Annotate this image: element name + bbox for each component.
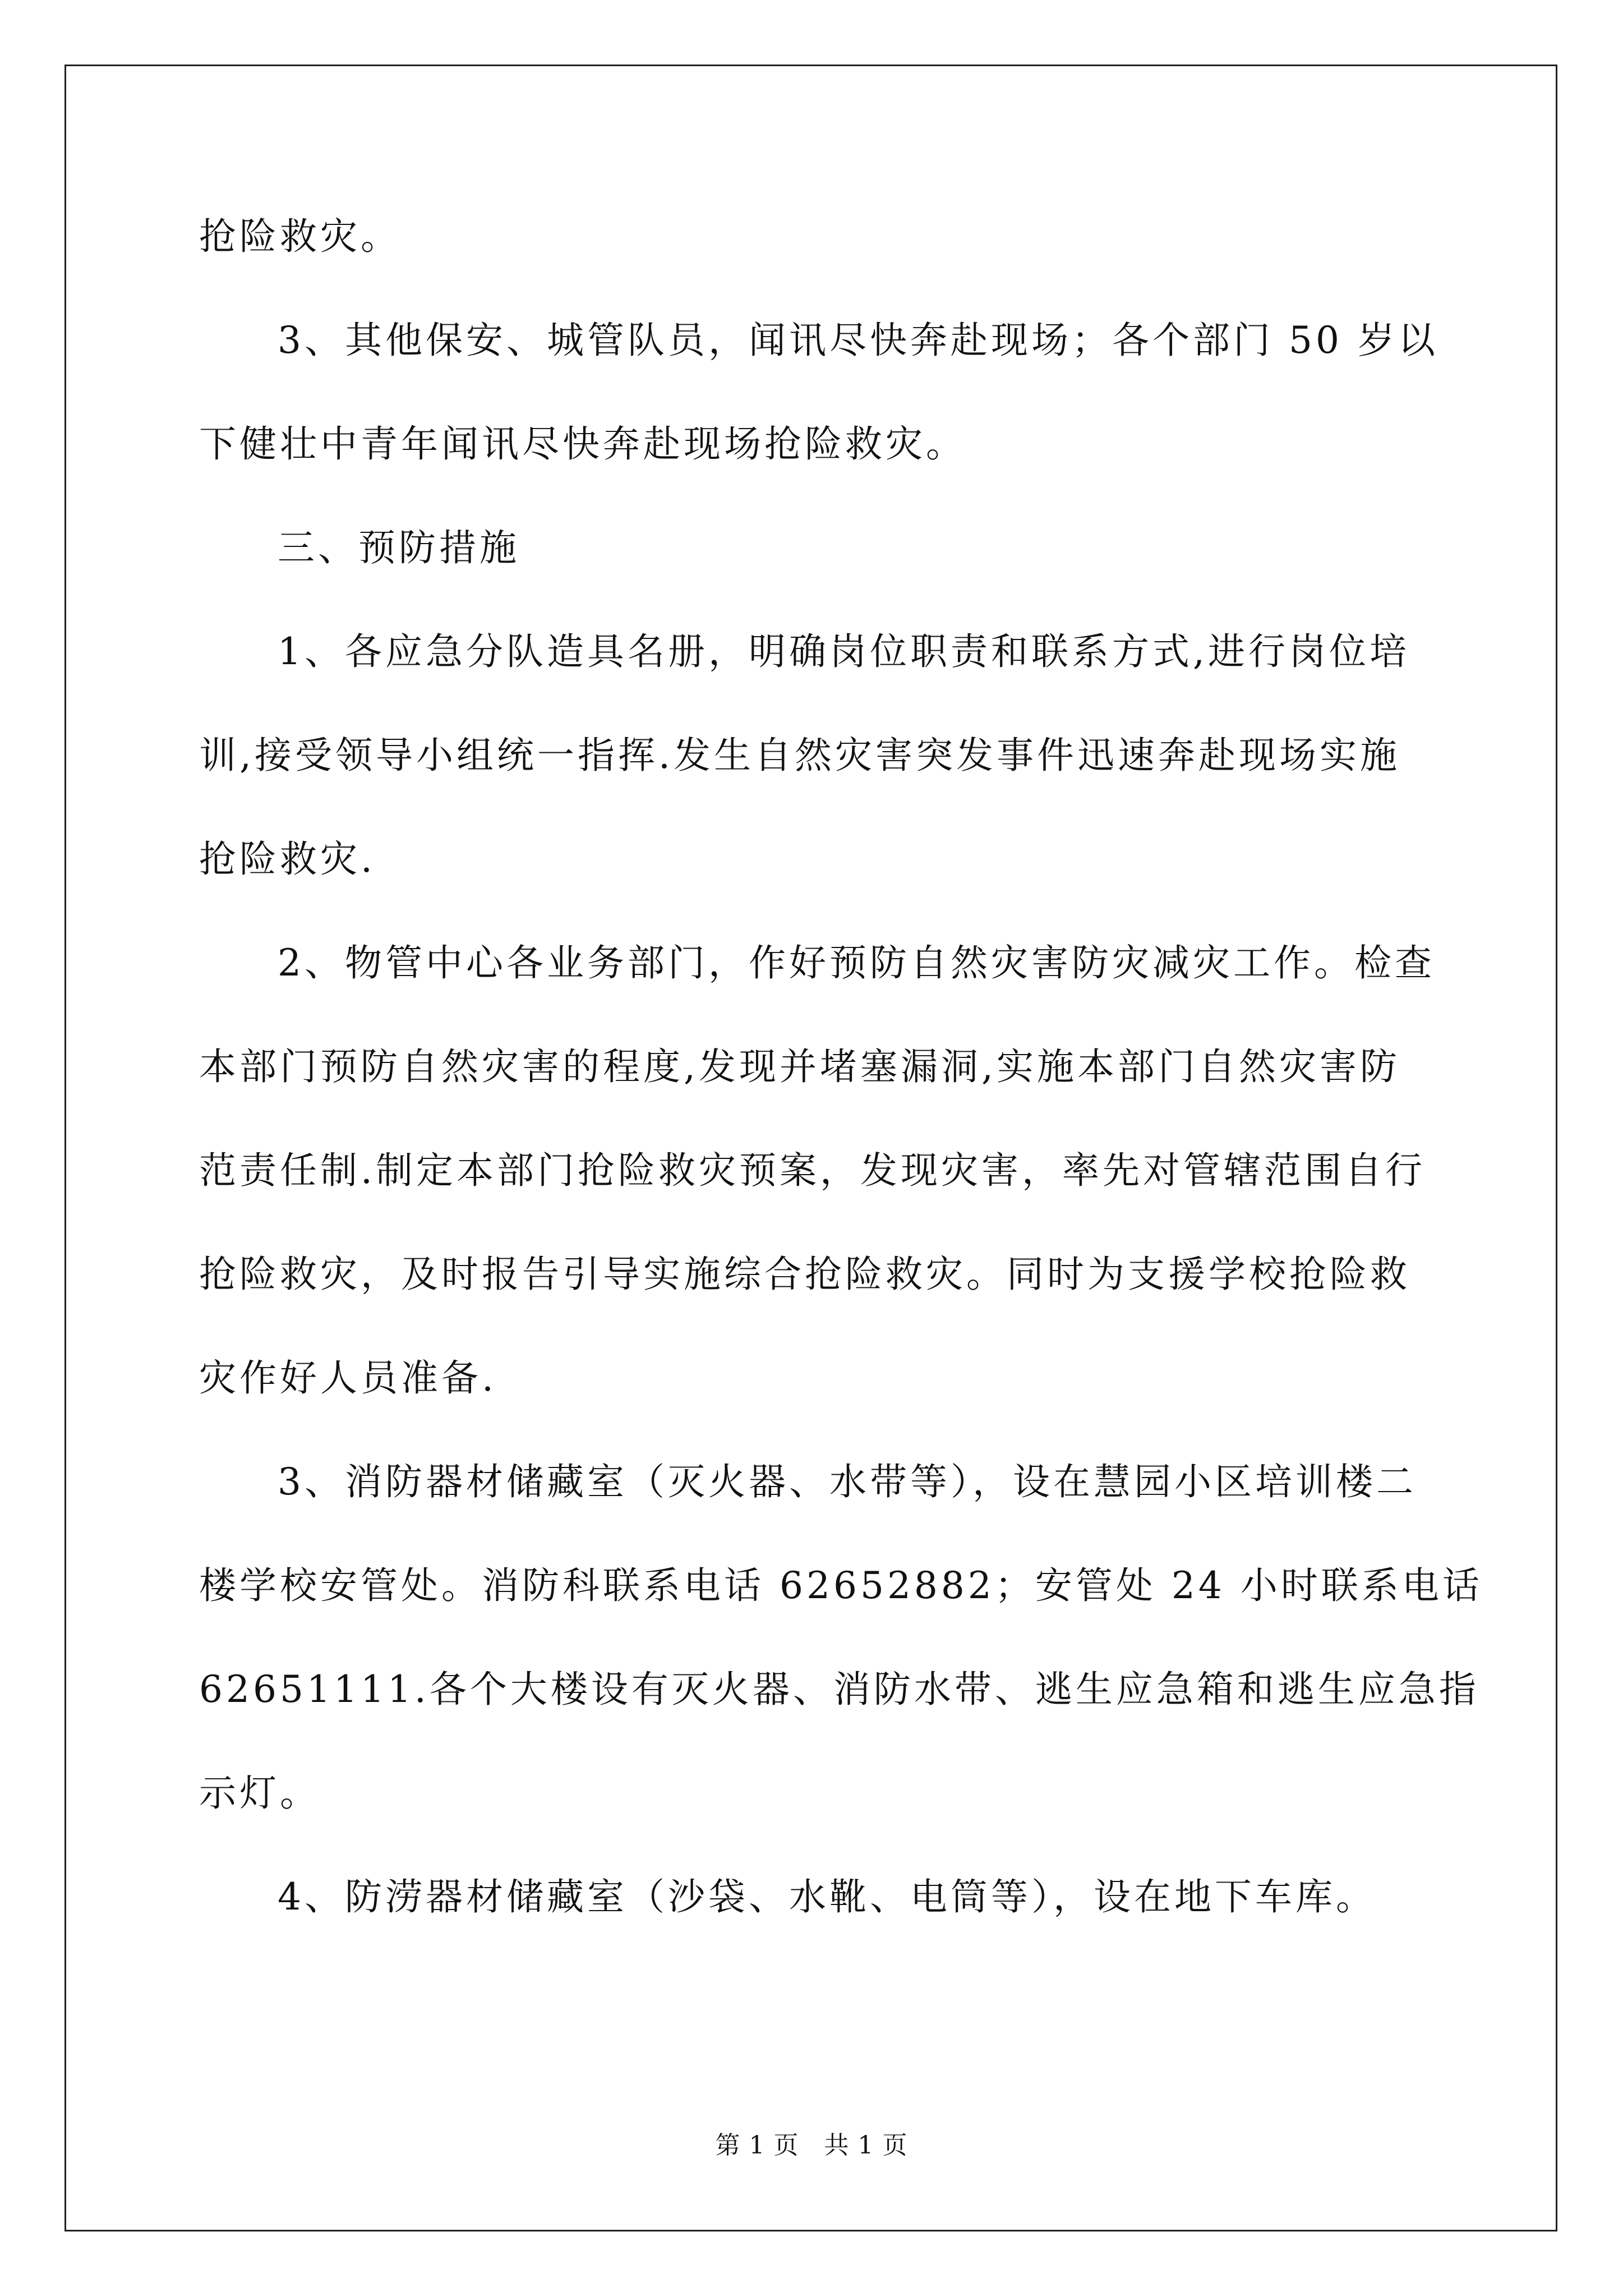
text-line: 62651111.各个大楼设有灭火器、消防水带、逃生应急箱和逃生应急指: [199, 1668, 1479, 1711]
text-line: 范责任制.制定本部门抢险救灾预案，发现灾害，率先对管辖范围自行: [199, 1149, 1426, 1192]
text-line: 灾作好人员准备.: [199, 1356, 497, 1400]
text-line: 抢险救灾.: [199, 838, 376, 881]
text-line: 3、其他保安、城管队员，闻讯尽快奔赴现场；各个部门 50 岁以: [278, 319, 1438, 362]
text-line: 3、消防器材储藏室（灭火器、水带等），设在慧园小区培训楼二: [278, 1460, 1417, 1503]
text-line: 示灯。: [199, 1772, 320, 1815]
text-line: 楼学校安管处。消防科联系电话 62652882；安管处 24 小时联系电话: [199, 1564, 1483, 1607]
page-number: 第 1 页 共 1 页: [715, 2131, 908, 2160]
text-line: 4、防涝器材储藏室（沙袋、水靴、电筒等），设在地下车库。: [278, 1875, 1376, 1918]
text-line: 抢险救灾，及时报告引导实施综合抢险救灾。同时为支援学校抢险救: [199, 1253, 1410, 1296]
text-line: 训,接受领导小组统一指挥.发生自然灾害突发事件迅速奔赴现场实施: [199, 734, 1400, 777]
text-line: 1、各应急分队造具名册，明确岗位职责和联系方式,进行岗位培: [278, 630, 1410, 673]
text-line: 2、物管中心各业务部门，作好预防自然灾害防灾减灾工作。检查: [278, 941, 1435, 984]
text-line: 本部门预防自然灾害的程度,发现并堵塞漏洞,实施本部门自然灾害防: [199, 1045, 1400, 1088]
text-line: 抢险救灾。: [199, 215, 401, 258]
text-line: 下健壮中青年闻讯尽快奔赴现场抢险救灾。: [199, 422, 966, 466]
section-heading: 三、预防措施: [278, 526, 520, 569]
